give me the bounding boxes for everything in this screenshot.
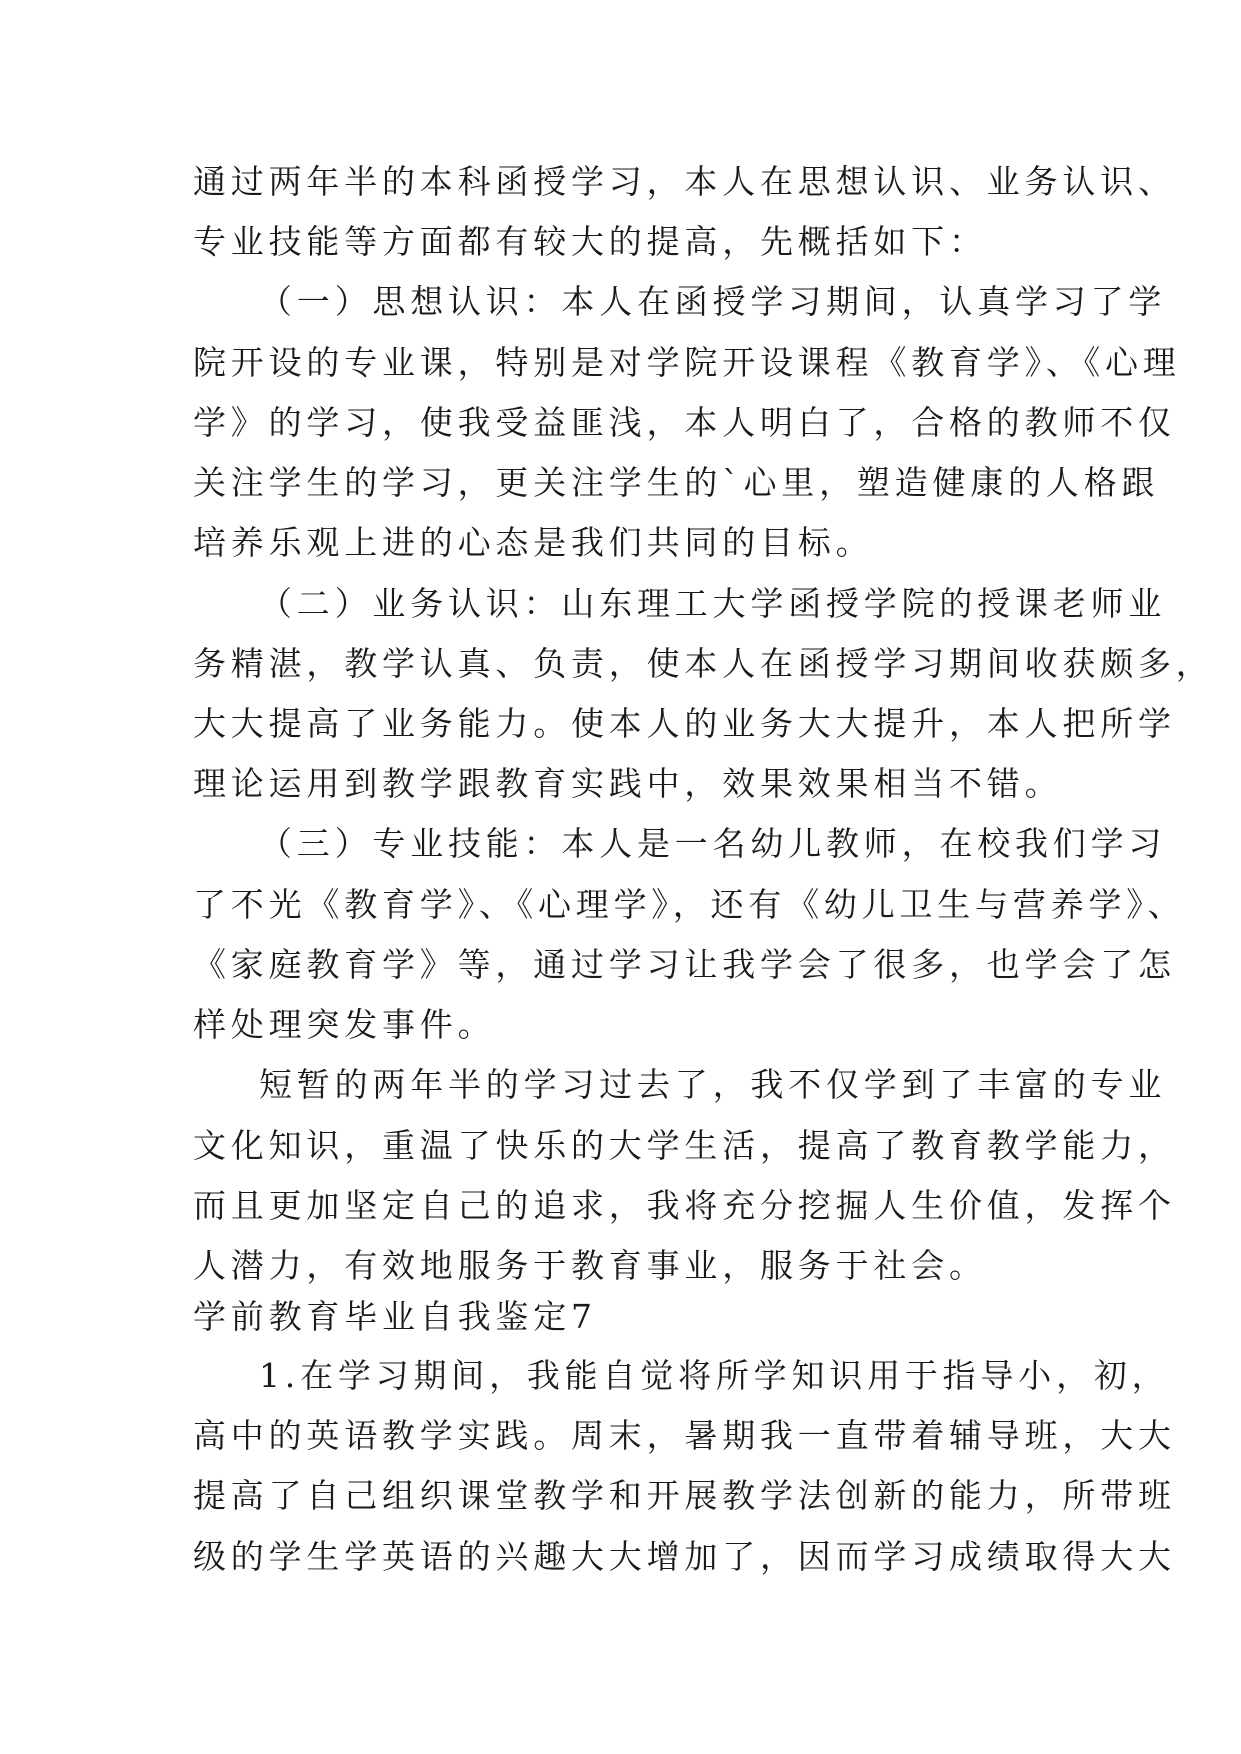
text-line: 关注学生的学习，更关注学生的`心里，塑造健康的人格跟 [193, 463, 1160, 502]
text-line: 了不光《教育学》、《心理学》，还有《幼儿卫生与营养学》、 [193, 885, 1186, 924]
text-line: （一）思想认识：本人在函授学习期间，认真学习了学 [259, 282, 1167, 321]
text-line: （三）专业技能：本人是一名幼儿教师，在校我们学习 [259, 824, 1167, 863]
text-line: 短暂的两年半的学习过去了，我不仅学到了丰富的专业 [259, 1065, 1167, 1104]
text-line: 1.在学习期间，我能自觉将所学知识用于指导小，初， [259, 1356, 1170, 1395]
text-line: 《家庭教育学》等，通过学习让我学会了很多，也学会了怎 [193, 945, 1176, 984]
text-line: 人潜力，有效地服务于教育事业，服务于社会。 [193, 1246, 987, 1285]
text-line: 院开设的专业课，特别是对学院开设课程《教育学》、《心理 [193, 343, 1181, 382]
text-line: 提高了自己组织课堂教学和开展教学法创新的能力，所带班 [193, 1476, 1176, 1515]
text-line: 培养乐观上进的心态是我们共同的目标。 [193, 523, 874, 562]
text-line: 高中的英语教学实践。周末，暑期我一直带着辅导班，大大 [193, 1416, 1176, 1455]
text-line: 专业技能等方面都有较大的提高，先概括如下： [193, 222, 987, 261]
text-line: 样处理突发事件。 [193, 1005, 496, 1044]
text-line: 级的学生学英语的兴趣大大增加了，因而学习成绩取得大大 [193, 1537, 1176, 1576]
text-line: 而且更加坚定自己的追求，我将充分挖掘人生价值，发挥个 [193, 1186, 1176, 1225]
text-line: 文化知识，重温了快乐的大学生活，提高了教育教学能力， [193, 1126, 1176, 1165]
text-line: 通过两年半的本科函授学习，本人在思想认识、业务认识、 [193, 162, 1176, 201]
text-line: 学》的学习，使我受益匪浅，本人明白了，合格的教师不仅 [193, 403, 1176, 442]
text-line: 务精湛，教学认真、负责，使本人在函授学习期间收获颇多， [193, 644, 1214, 683]
text-line: 理论运用到教学跟教育实践中，效果效果相当不错。 [193, 764, 1063, 803]
text-line: （二）业务认识：山东理工大学函授学院的授课老师业 [259, 584, 1167, 623]
section-heading: 学前教育毕业自我鉴定7 [193, 1297, 597, 1336]
text-line: 大大提高了业务能力。使本人的业务大大提升，本人把所学 [193, 704, 1176, 743]
